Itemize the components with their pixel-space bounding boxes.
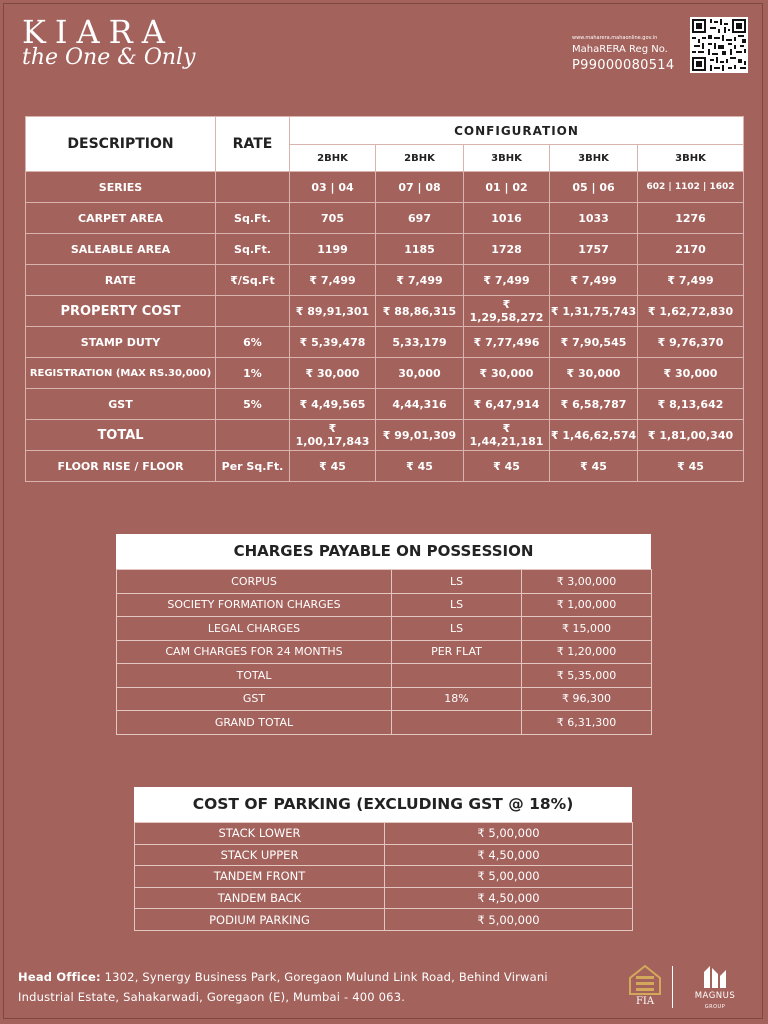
- cell-value: ₹ 4,49,565: [290, 389, 376, 420]
- row-label: GST: [26, 389, 216, 420]
- row-label: TOTAL: [26, 420, 216, 451]
- row-label: SALEABLE AREA: [26, 234, 216, 265]
- header-description: DESCRIPTION: [26, 117, 216, 172]
- cell-value: 07 | 08: [376, 172, 464, 203]
- possession-basis: [392, 664, 522, 688]
- config-header: 2BHK: [290, 145, 376, 172]
- cell-value: ₹ 45: [638, 451, 744, 482]
- cell-value: 1185: [376, 234, 464, 265]
- possession-amount: ₹ 15,000: [522, 617, 652, 641]
- cell-value: 1276: [638, 203, 744, 234]
- cell-value: ₹ 7,499: [464, 265, 550, 296]
- possession-label: TOTAL: [117, 664, 392, 688]
- table-row: [26, 172, 744, 203]
- row-label: CARPET AREA: [26, 203, 216, 234]
- cell-value: 05 | 06: [550, 172, 638, 203]
- cell-value: ₹ 1,31,75,743: [550, 296, 638, 327]
- possession-table: [116, 569, 652, 735]
- row-rate: 1%: [216, 358, 290, 389]
- row-label: FLOOR RISE / FLOOR: [26, 451, 216, 482]
- cell-value: ₹ 9,76,370: [638, 327, 744, 358]
- brand-tagline: the One & Only: [22, 45, 196, 70]
- possession-label: SOCIETY FORMATION CHARGES: [117, 593, 392, 617]
- cell-value: ₹ 7,499: [550, 265, 638, 296]
- parking-label: STACK UPPER: [135, 844, 385, 866]
- row-label: PROPERTY COST: [26, 296, 216, 327]
- possession-row: [117, 711, 652, 735]
- cell-value: 03 | 04: [290, 172, 376, 203]
- possession-label: CAM CHARGES FOR 24 MONTHS: [117, 640, 392, 664]
- possession-row: [117, 617, 652, 641]
- cell-value: ₹ 45: [290, 451, 376, 482]
- cell-value: 1728: [464, 234, 550, 265]
- cell-value: 2170: [638, 234, 744, 265]
- parking-amount: ₹ 5,00,000: [385, 866, 633, 888]
- cell-value: ₹ 45: [464, 451, 550, 482]
- parking-row: [135, 866, 633, 888]
- parking-label: STACK LOWER: [135, 823, 385, 845]
- rera-number: P99000080514: [572, 58, 675, 73]
- row-label: STAMP DUTY: [26, 327, 216, 358]
- cell-value: ₹ 6,58,787: [550, 389, 638, 420]
- possession-row: [117, 664, 652, 688]
- table-row: [26, 451, 744, 482]
- config-header: 3BHK: [464, 145, 550, 172]
- row-rate: Sq.Ft.: [216, 203, 290, 234]
- address-line-2: Industrial Estate, Sahakarwadi, Goregaon (E), Mumbai - 400 063.: [18, 990, 406, 1004]
- config-header: 3BHK: [638, 145, 744, 172]
- table-row: [26, 327, 744, 358]
- config-header: 3BHK: [550, 145, 638, 172]
- possession-amount: ₹ 6,31,300: [522, 711, 652, 735]
- possession-amount: ₹ 1,00,000: [522, 593, 652, 617]
- possession-basis: PER FLAT: [392, 640, 522, 664]
- row-label: SERIES: [26, 172, 216, 203]
- cell-value: ₹ 7,499: [290, 265, 376, 296]
- table-row: [26, 389, 744, 420]
- cell-value: ₹ 7,77,496: [464, 327, 550, 358]
- row-rate: Per Sq.Ft.: [216, 451, 290, 482]
- parking-row: [135, 887, 633, 909]
- header-configuration: CONFIGURATION: [290, 117, 744, 145]
- cell-value: ₹ 1,44,21,181: [464, 420, 550, 451]
- logo-divider: [672, 966, 673, 1008]
- parking-label: TANDEM FRONT: [135, 866, 385, 888]
- table-row: [26, 420, 744, 451]
- possession-row: [117, 640, 652, 664]
- parking-row: [135, 823, 633, 845]
- row-rate: 5%: [216, 389, 290, 420]
- cell-value: 1016: [464, 203, 550, 234]
- fia-logo-text: FIA: [635, 996, 655, 1007]
- row-rate: [216, 172, 290, 203]
- possession-label: GRAND TOTAL: [117, 711, 392, 735]
- possession-basis: 18%: [392, 687, 522, 711]
- rera-label: MahaRERA Reg No.: [572, 44, 668, 55]
- cell-value: ₹ 89,91,301: [290, 296, 376, 327]
- parking-amount: ₹ 4,50,000: [385, 844, 633, 866]
- possession-amount: ₹ 3,00,000: [522, 570, 652, 594]
- cell-value: 697: [376, 203, 464, 234]
- cell-value: 5,33,179: [376, 327, 464, 358]
- brand-logo: [22, 13, 196, 70]
- possession-basis: [392, 711, 522, 735]
- magnus-sub: GROUP: [704, 1004, 726, 1010]
- cell-value: ₹ 99,01,309: [376, 420, 464, 451]
- row-rate: [216, 296, 290, 327]
- brand-name: KIARA: [22, 13, 174, 51]
- row-rate: [216, 420, 290, 451]
- table-row: [26, 203, 744, 234]
- parking-label: PODIUM PARKING: [135, 909, 385, 931]
- row-label: REGISTRATION (MAX RS.30,000): [26, 358, 216, 389]
- parking-amount: ₹ 5,00,000: [385, 909, 633, 931]
- magnus-logo-text: [684, 991, 746, 1011]
- config-header: 2BHK: [376, 145, 464, 172]
- cell-value: 705: [290, 203, 376, 234]
- possession-basis: LS: [392, 570, 522, 594]
- parking-amount: ₹ 5,00,000: [385, 823, 633, 845]
- table-row: [26, 234, 744, 265]
- magnus-name: MAGNUS: [694, 991, 736, 1001]
- cell-value: ₹ 30,000: [464, 358, 550, 389]
- cell-value: 1199: [290, 234, 376, 265]
- possession-row: [117, 593, 652, 617]
- cell-value: ₹ 7,90,545: [550, 327, 638, 358]
- row-rate: ₹/Sq.Ft: [216, 265, 290, 296]
- cell-value: 1757: [550, 234, 638, 265]
- possession-title: CHARGES PAYABLE ON POSSESSION: [116, 534, 651, 569]
- address-line-1: 1302, Synergy Business Park, Goregaon Mulund Link Road, Behind Virwani: [104, 970, 548, 984]
- parking-row: [135, 844, 633, 866]
- cell-value: ₹ 1,00,17,843: [290, 420, 376, 451]
- row-rate: 6%: [216, 327, 290, 358]
- cell-value: ₹ 45: [376, 451, 464, 482]
- cell-value: 1033: [550, 203, 638, 234]
- possession-basis: LS: [392, 617, 522, 641]
- table-row: [26, 296, 744, 327]
- cell-value: 602 | 1102 | 1602: [638, 172, 744, 203]
- rera-url: www.maharera.mahaonline.gov.in: [572, 35, 658, 41]
- rera-info: [572, 35, 682, 74]
- cell-value: ₹ 30,000: [550, 358, 638, 389]
- qr-code-icon: [690, 17, 748, 73]
- cell-value: ₹ 1,81,00,340: [638, 420, 744, 451]
- cell-value: ₹ 1,62,72,830: [638, 296, 744, 327]
- cell-value: 01 | 02: [464, 172, 550, 203]
- configuration-table: [25, 116, 744, 482]
- parking-amount: ₹ 4,50,000: [385, 887, 633, 909]
- possession-amount: ₹ 1,20,000: [522, 640, 652, 664]
- row-label: RATE: [26, 265, 216, 296]
- cell-value: ₹ 45: [550, 451, 638, 482]
- parking-title: COST OF PARKING (EXCLUDING GST @ 18%): [134, 787, 632, 822]
- cell-value: 30,000: [376, 358, 464, 389]
- cell-value: ₹ 1,46,62,574: [550, 420, 638, 451]
- head-office-label: Head Office:: [18, 970, 101, 984]
- cell-value: 4,44,316: [376, 389, 464, 420]
- table-row: [26, 265, 744, 296]
- possession-row: [117, 687, 652, 711]
- possession-label: LEGAL CHARGES: [117, 617, 392, 641]
- parking-row: [135, 909, 633, 931]
- cell-value: ₹ 8,13,642: [638, 389, 744, 420]
- parking-table: [134, 822, 633, 931]
- cell-value: ₹ 6,47,914: [464, 389, 550, 420]
- possession-amount: ₹ 5,35,000: [522, 664, 652, 688]
- possession-basis: LS: [392, 593, 522, 617]
- possession-row: [117, 570, 652, 594]
- cell-value: ₹ 5,39,478: [290, 327, 376, 358]
- possession-label: CORPUS: [117, 570, 392, 594]
- possession-amount: ₹ 96,300: [522, 687, 652, 711]
- cell-value: ₹ 7,499: [376, 265, 464, 296]
- head-office-address: [18, 967, 618, 1007]
- possession-label: GST: [117, 687, 392, 711]
- header-rate: RATE: [216, 117, 290, 172]
- parking-label: TANDEM BACK: [135, 887, 385, 909]
- cell-value: ₹ 88,86,315: [376, 296, 464, 327]
- table-row: [26, 358, 744, 389]
- cell-value: ₹ 30,000: [638, 358, 744, 389]
- cell-value: ₹ 7,499: [638, 265, 744, 296]
- cell-value: ₹ 1,29,58,272: [464, 296, 550, 327]
- row-rate: Sq.Ft.: [216, 234, 290, 265]
- cell-value: ₹ 30,000: [290, 358, 376, 389]
